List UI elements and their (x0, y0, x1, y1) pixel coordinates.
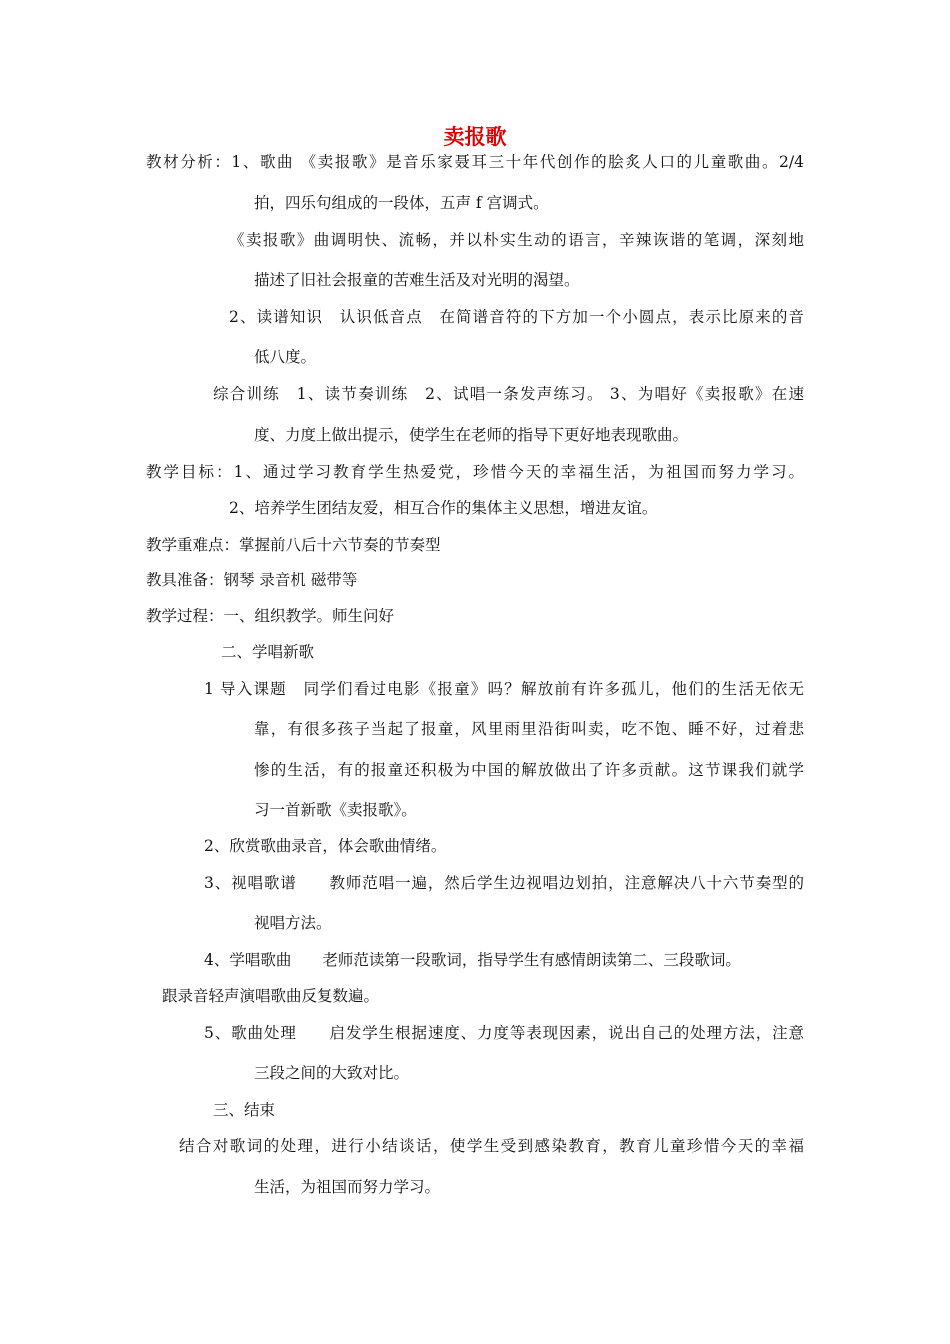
text-line: 跟录音轻声演唱歌曲反复数遍。 (162, 987, 380, 1005)
text-line: 三段之间的大致对比。 (254, 1064, 410, 1082)
text-line: 《卖报歌》曲调明快、流畅，并以朴实生动的语言，辛辣诙谐的笔调，深刻地 (229, 231, 804, 249)
text-line: 低八度。 (254, 348, 317, 366)
text-line: 教学重难点：掌握前八后十六节奏的节奏型 (146, 536, 441, 554)
text-line: 度、力度上做出提示，使学生在老师的指导下更好地表现歌曲。 (254, 426, 689, 444)
text-line: 描述了旧社会报童的苦难生活及对光明的渴望。 (254, 271, 580, 289)
text-line: 三、结束 (213, 1101, 276, 1119)
text-line: 1 导入课题 同学们看过电影《报童》吗？解放前有许多孤儿，他们的生活无依无 (204, 680, 804, 698)
text-line: 3、视唱歌谱 教师范唱一遍，然后学生边视唱边划拍，注意解决八十六节奏型的 (204, 874, 804, 892)
text-line: 二、学唱新歌 (221, 643, 315, 661)
text-line: 教材分析：1、歌曲 《卖报歌》是音乐家聂耳三十年代创作的脍炙人口的儿童歌曲。2/4 (146, 153, 804, 171)
text-line: 教学过程：一、组织教学。师生问好 (146, 607, 395, 625)
text-line: 教具准备：钢琴 录音机 磁带等 (146, 571, 358, 589)
text-line: 惨的生活，有的报童还积极为中国的解放做出了许多贡献。这节课我们就学 (254, 761, 804, 779)
text-line: 2、欣赏歌曲录音，体会歌曲情绪。 (204, 837, 447, 855)
text-line: 视唱方法。 (254, 914, 332, 932)
text-line: 4、学唱歌曲 老师范读第一段歌词，指导学生有感情朗读第二、三段歌词。 (204, 951, 741, 969)
text-line: 综合训练 1、读节奏训练 2、试唱一条发声练习。 3、为唱好《卖报歌》在速 (213, 385, 804, 403)
text-line: 习一首新歌《卖报歌》。 (254, 801, 417, 819)
text-line: 拍，四乐句组成的一段体，五声 f 宫调式。 (254, 194, 549, 212)
text-line: 靠，有很多孩子当起了报童，风里雨里沿街叫卖，吃不饱、睡不好，过着悲 (254, 720, 804, 738)
text-line: 5、歌曲处理 启发学生根据速度、力度等表现因素，说出自己的处理方法，注意 (204, 1024, 804, 1042)
text-line: 生活，为祖国而努力学习。 (254, 1178, 441, 1196)
text-line: 2、读谱知识 认识低音点 在简谱音符的下方加一个小圆点，表示比原来的音 (229, 308, 804, 326)
text-line: 结合对歌词的处理，进行小结谈话，使学生受到感染教育，教育儿童珍惜今天的幸福 (179, 1137, 804, 1155)
text-line: 教学目标：1、通过学习教育学生热爱党，珍惜今天的幸福生活，为祖国而努力学习。 (146, 463, 804, 481)
document-title: 卖报歌 (443, 125, 507, 149)
text-line: 2、培养学生团结友爱，相互合作的集体主义思想，增进友谊。 (229, 499, 658, 517)
